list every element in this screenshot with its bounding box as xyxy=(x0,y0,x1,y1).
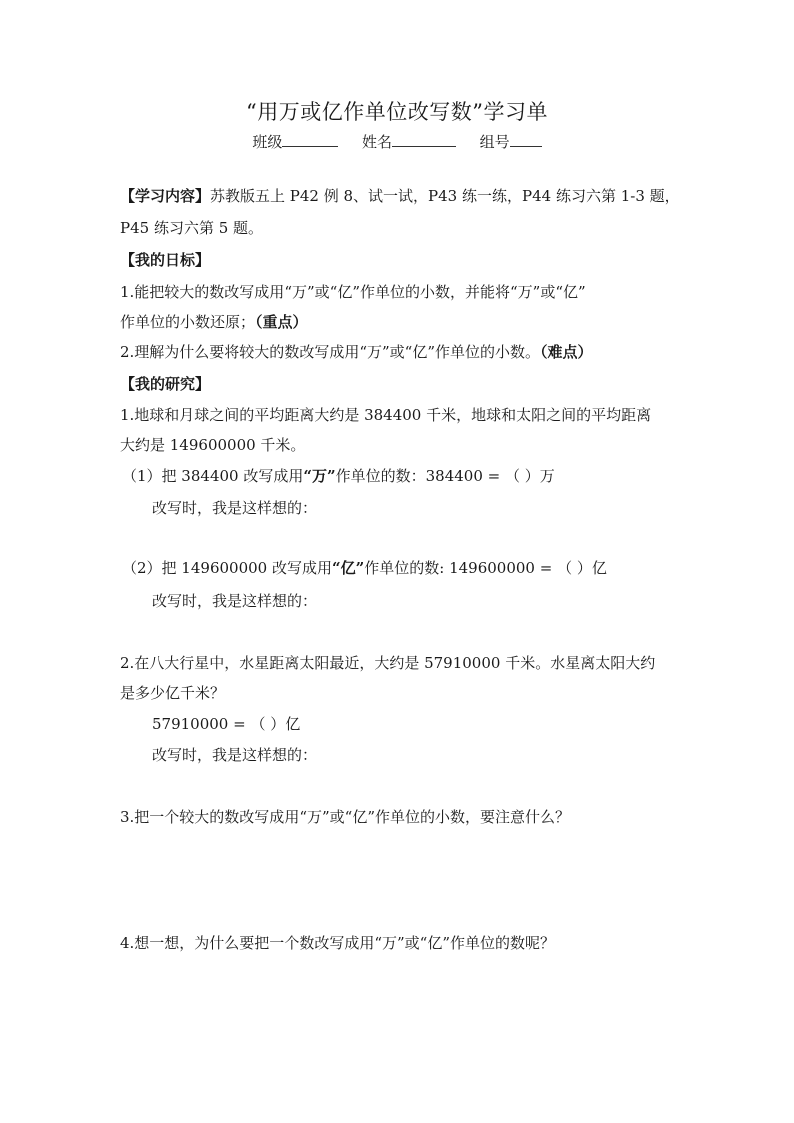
key-point-tag: （重点） xyxy=(255,313,308,331)
question-1a-answer[interactable]: 作单位的数：384400 = （ ）万 xyxy=(335,467,555,485)
learning-content-line2: P45 练习六第 5 题。 xyxy=(120,219,264,237)
goal-1-line1: 1.能把较大的数改写成用“万”或“亿”作单位的小数，并能将“万”或“亿” xyxy=(120,283,586,301)
goal-1-line2 xyxy=(120,311,308,332)
research-header: 【我的研究】 xyxy=(120,375,211,393)
question-2-think: 改写时，我是这样想的： xyxy=(152,746,318,764)
question-1a xyxy=(122,465,555,486)
question-1b xyxy=(122,557,607,578)
wan-unit: “万” xyxy=(303,467,336,485)
learning-content-line1 xyxy=(120,185,680,206)
learning-content-header: 【学习内容】 xyxy=(120,187,211,205)
question-4: 4.想一想，为什么要把一个数改写成用“万”或“亿”作单位的数呢？ xyxy=(120,934,555,952)
class-blank[interactable] xyxy=(282,131,338,147)
yi-unit: “亿” xyxy=(331,559,365,577)
question-2-line1: 2.在八大行星中，水星距离太阳最近，大约是 57910000 千米。水星离太阳大约 xyxy=(120,654,656,672)
question-1b-think: 改写时，我是这样想的： xyxy=(152,592,318,610)
name-blank[interactable] xyxy=(392,131,456,147)
page-title: “用万或亿作单位改写数”学习单 xyxy=(246,100,548,124)
question-3: 3.把一个较大的数改写成用“万”或“亿”作单位的小数，要注意什么？ xyxy=(120,808,570,826)
goal-2-text: 2.理解为什么要将较大的数改写成用“万”或“亿”作单位的小数。 xyxy=(120,343,540,361)
question-1b-answer[interactable]: 作单位的数: 149600000 = （ ）亿 xyxy=(364,559,607,577)
group-label: 组号 xyxy=(479,133,510,151)
question-1-line2: 大约是 149600000 千米。 xyxy=(120,436,306,454)
difficult-point-tag: （难点） xyxy=(540,343,593,361)
question-1a-pre: （1）把 384400 改写成用 xyxy=(122,467,304,485)
student-info-line xyxy=(0,131,794,152)
goals-header: 【我的日标】 xyxy=(120,251,211,269)
question-1b-pre: （2）把 149600000 改写成用 xyxy=(122,559,332,577)
class-label: 班级 xyxy=(252,133,283,151)
question-1-line1: 1.地球和月球之间的平均距离大约是 384400 千米，地球和太阳之间的平均距离 xyxy=(120,406,652,424)
learning-content-text: 苏教版五上 P42 例 8、试一试，P43 练一练，P44 练习六第 1-3 题， xyxy=(210,187,680,205)
goal-2-line xyxy=(120,341,593,362)
question-2-line2: 是多少亿千米？ xyxy=(120,684,226,702)
group-blank[interactable] xyxy=(510,131,542,147)
goal-1-text: 作单位的小数还原； xyxy=(120,313,256,331)
name-label: 姓名 xyxy=(361,133,392,151)
question-1a-think: 改写时，我是这样想的： xyxy=(152,499,318,517)
question-2-equation[interactable]: 57910000 = （ ）亿 xyxy=(152,715,301,733)
